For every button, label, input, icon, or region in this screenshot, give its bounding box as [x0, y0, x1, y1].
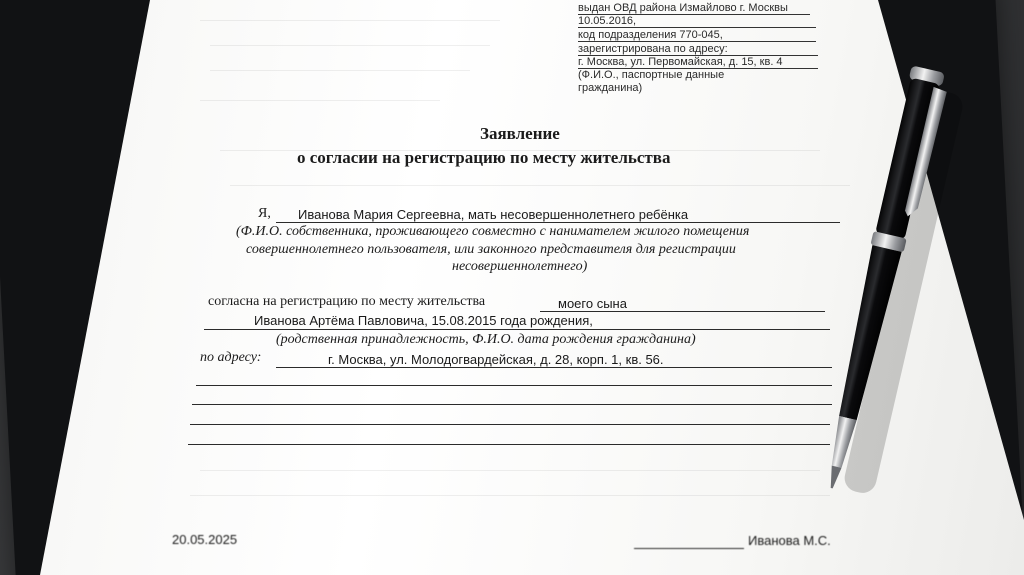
i-label: Я, [258, 206, 271, 221]
address-value: г. Москва, ул. Молодогвардейская, д. 28, корп. 1, кв. 56. [328, 352, 664, 367]
header-issue-date: 10.05.2016, [578, 15, 816, 28]
document-date: 20.05.2025 [172, 532, 238, 547]
child-value: Иванова Артёма Павловича, 15.08.2015 года рождения, [254, 313, 593, 328]
applicant-name: Иванова Мария Сергеевна, мать несовершеннолетнего ребёнка [298, 207, 689, 222]
pen-tip [827, 466, 842, 490]
document-title: Заявление [480, 124, 560, 143]
header-division-code: код подразделения 770-045, [578, 29, 816, 42]
header-issued-by: выдан ОВД района Измайлово г. Москвы [578, 2, 810, 15]
header-caption-line2: гражданина) [578, 82, 643, 94]
header-caption-line1: (Ф.И.О., паспортные данные [578, 69, 725, 81]
document-subtitle: о согласии на регистрацию по месту жительства [297, 148, 671, 167]
applicant-caption-2: совершеннолетнего пользователя, или законного представителя для регистрации [246, 242, 736, 257]
header-registered-label: зарегистрирована по адресу: [578, 43, 818, 56]
applicant-caption-3: несовершеннолетнего) [452, 259, 588, 274]
address-label: по адресу: [200, 350, 262, 365]
consent-label: согласна на регистрацию по месту жительства [208, 294, 486, 309]
child-caption: (родственная принадлежность, Ф.И.О. дата рождения гражданина) [276, 332, 696, 347]
signature-name: Иванова М.С. [748, 533, 831, 548]
applicant-caption-1: (Ф.И.О. собственника, проживающего совместно с нанимателем жилого помещения [236, 224, 750, 239]
relation-value: моего сына [558, 296, 627, 311]
header-registered-address: г. Москва, ул. Первомайская, д. 15, кв. 4 [578, 56, 818, 69]
